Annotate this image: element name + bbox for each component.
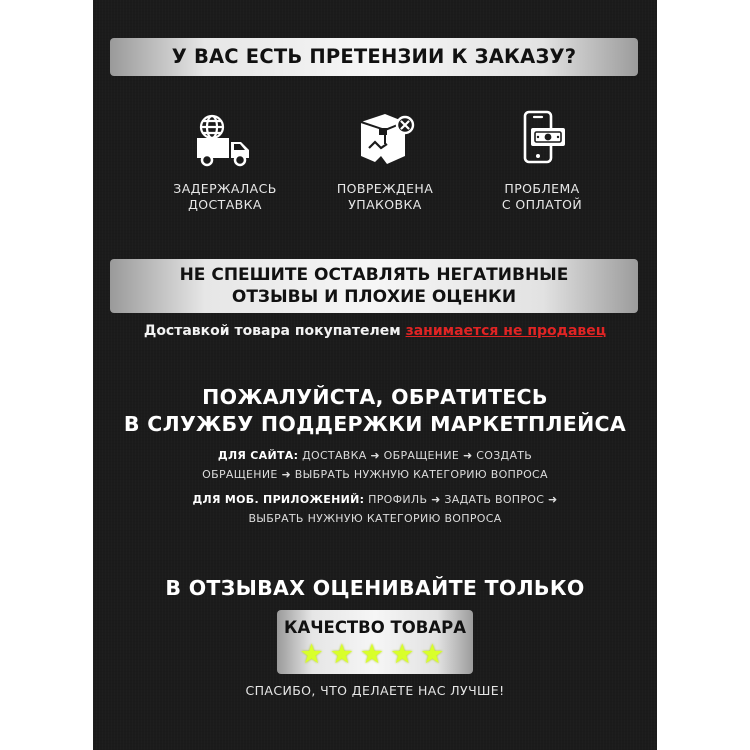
warning-banner bbox=[110, 259, 638, 313]
delivery-truck-icon bbox=[193, 110, 257, 174]
site-steps: ДЛЯ САЙТА: ДОСТАВКА ➜ ОБРАЩЕНИЕ ➜ СОЗДАТЬ ОБРАЩЕНИЕ ➜ ВЫБРАТЬ НУЖНУЮ КАТЕГОРИЮ ВОПРОСА bbox=[202, 449, 548, 481]
support-heading: ПОЖАЛУЙСТА, ОБРАТИТЕСЬ В СЛУЖБУ ПОДДЕРЖКИ МАРКЕТПЛЕЙСА bbox=[123, 385, 627, 436]
star-rating-icon: ★★★★★ bbox=[299, 639, 451, 670]
info-card bbox=[93, 0, 657, 750]
phone-payment-icon bbox=[511, 108, 575, 172]
app-steps: ДЛЯ МОБ. ПРИЛОЖЕНИЙ: ПРОФИЛЬ ➜ ЗАДАТЬ ВОПРОС ➜ ВЫБРАТЬ НУЖНУЮ КАТЕГОРИЮ ВОПРОСА bbox=[192, 493, 558, 525]
issue-label-delivery: ЗАДЕРЖАЛАСЬ ДОСТАВКА bbox=[173, 181, 277, 212]
damaged-box-icon bbox=[355, 108, 419, 172]
quality-title: КАЧЕСТВО ТОВАРА bbox=[283, 618, 467, 637]
app-steps-label: ДЛЯ МОБ. ПРИЛОЖЕНИЙ: bbox=[192, 493, 365, 506]
issue-label-payment: ПРОБЛЕМА С ОПЛАТОЙ bbox=[501, 181, 583, 212]
issue-label-packaging: ПОВРЕЖДЕНА УПАКОВКА bbox=[336, 181, 434, 212]
rate-heading: В ОТЗЫВАХ ОЦЕНИВАЙТЕ ТОЛЬКО bbox=[165, 576, 585, 600]
warning-line-1: НЕ СПЕШИТЕ ОСТАВЛЯТЬ НЕГАТИВНЫЕ bbox=[179, 265, 569, 285]
site-steps-label: ДЛЯ САЙТА: bbox=[217, 449, 299, 462]
thanks-text: СПАСИБО, ЧТО ДЕЛАЕТЕ НАС ЛУЧШЕ! bbox=[245, 683, 505, 698]
warning-line-2: ОТЗЫВЫ И ПЛОХИЕ ОЦЕНКИ bbox=[231, 287, 517, 307]
note-highlight: занимается не продавец bbox=[405, 323, 607, 339]
top-banner: У ВАС ЕСТЬ ПРЕТЕНЗИИ К ЗАКАЗУ? bbox=[110, 38, 638, 76]
quality-badge bbox=[277, 610, 473, 674]
note-text: Доставкой товара покупателем bbox=[143, 323, 406, 339]
delivery-note bbox=[93, 323, 657, 339]
